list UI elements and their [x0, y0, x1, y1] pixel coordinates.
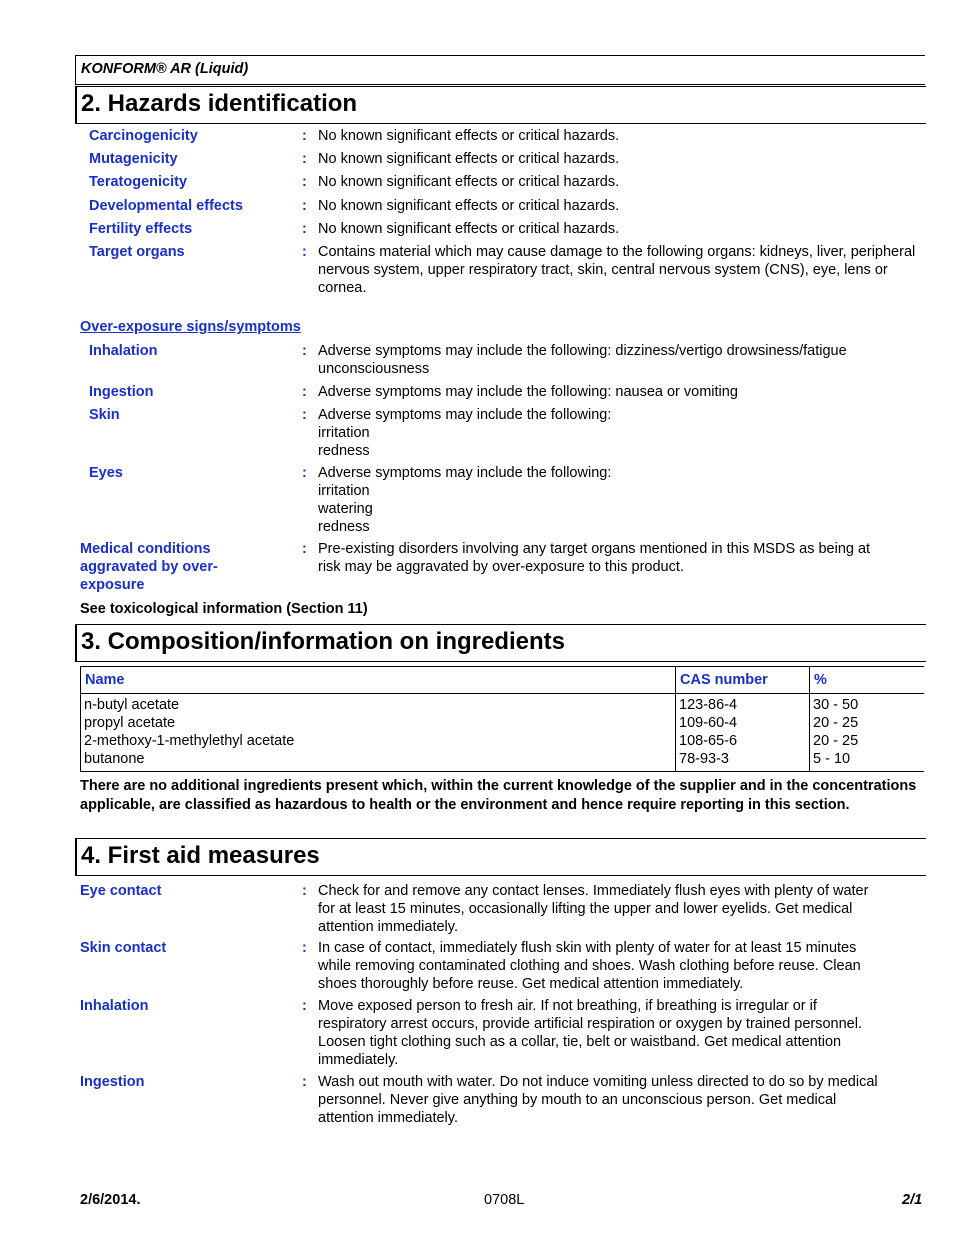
colon: :	[302, 174, 307, 190]
text-line: In case of contact, immediately flush skin with plenty of water for at least 15 minutes	[318, 940, 857, 956]
text-line: Adverse symptoms may include the following:	[318, 465, 612, 481]
section-2-title: 2. Hazards identification	[81, 90, 358, 117]
symptom-label: Skin	[89, 407, 120, 423]
percentage: 30 - 50	[813, 697, 859, 713]
ingredient-name: 2-methoxy-1-methylethyl acetate	[84, 733, 295, 749]
text-line: Adverse symptoms may include the following: dizziness/vertigo drowsiness/fatigue	[318, 343, 847, 359]
see-toxicological-note: See toxicological information (Section 11)	[80, 601, 368, 617]
product-name: KONFORM® AR (Liquid)	[81, 61, 249, 77]
first-aid-value	[318, 997, 928, 1069]
hazard-value: No known significant effects or critical hazards.	[318, 174, 620, 190]
footer-date: 2/6/2014.	[80, 1192, 141, 1208]
overexposure-heading: Over-exposure signs/symptoms	[80, 319, 301, 335]
text-line: Move exposed person to fresh air. If not breathing, if breathing is irregular or if	[318, 998, 817, 1014]
first-aid-label: Ingestion	[80, 1074, 145, 1090]
section-3-header	[75, 624, 926, 662]
col-header-cas: CAS number	[676, 667, 810, 694]
text-line: aggravated by over-	[80, 559, 218, 575]
text-line: attention immediately.	[318, 919, 458, 935]
text-line: respiratory arrest occurs, provide artificial respiration or oxygen by trained personnel.	[318, 1016, 862, 1032]
first-aid-value	[318, 939, 928, 993]
section-3-title: 3. Composition/information on ingredients	[81, 628, 565, 655]
text-line: redness	[318, 443, 370, 459]
section-4-header	[75, 838, 926, 876]
symptom-label: Eyes	[89, 465, 123, 481]
text-line: while removing contaminated clothing and shoes. Wash clothing before reuse. Clean	[318, 958, 861, 974]
text-line: Check for and remove any contact lenses. Immediately flush eyes with plenty of water	[318, 883, 869, 899]
colon: :	[302, 940, 307, 956]
text-line: shoes thoroughly before reuse. Get medical attention immediately.	[318, 976, 744, 992]
colon: :	[302, 541, 307, 557]
ingredients-note: There are no additional ingredients present which, within the current knowledge of the supplier and in the concentrations applicable, are classified as hazardous to health or the environment and hence require reporting in this section.	[80, 778, 917, 813]
text-line: risk may be aggravated by over-exposure to this product.	[318, 559, 684, 575]
text-line: irritation	[318, 483, 370, 499]
symptom-value	[318, 342, 928, 378]
colon: :	[302, 407, 307, 423]
ingredient-name: n-butyl acetate	[84, 697, 180, 713]
hazard-value: No known significant effects or critical hazards.	[318, 151, 620, 167]
cas-number: 123-86-4	[679, 697, 738, 713]
hazard-label: Fertility effects	[89, 221, 193, 237]
hazard-label: Developmental effects	[89, 198, 243, 214]
colon: :	[302, 128, 307, 144]
percentage: 20 - 25	[813, 733, 859, 749]
section-2-header	[75, 86, 926, 124]
text-line: attention immediately.	[318, 1110, 458, 1126]
colon: :	[302, 883, 307, 899]
table-row	[81, 694, 925, 772]
hazard-label: Target organs	[89, 244, 185, 260]
cas-number: 108-65-6	[679, 733, 738, 749]
hazard-label: Mutagenicity	[89, 151, 178, 167]
footer-code: 0708L	[484, 1192, 525, 1208]
symptom-value	[318, 464, 928, 536]
hazard-value: No known significant effects or critical hazards.	[318, 198, 620, 214]
percentage: 5 - 10	[813, 751, 851, 767]
text-line: for at least 15 minutes, occasionally lifting the upper and lower eyelids. Get medical	[318, 901, 853, 917]
hazard-label: Carcinogenicity	[89, 128, 198, 144]
symptom-value	[318, 406, 928, 460]
cas-number: 109-60-4	[679, 715, 738, 731]
ingredient-cas-numbers	[676, 694, 810, 772]
footer-page: 2/1	[902, 1192, 923, 1208]
table-header-row	[81, 667, 925, 694]
text-line: irritation	[318, 425, 370, 441]
first-aid-value	[318, 882, 928, 936]
symptom-label: Ingestion	[89, 384, 154, 400]
hazard-value: Contains material which may cause damage to the following organs: kidneys, liver, peripheral nervous system, upper respiratory tract, skin, central nervous system (CNS), eye, lens or cornea.	[318, 244, 916, 296]
colon: :	[302, 343, 307, 359]
text-line: immediately.	[318, 1052, 399, 1068]
text-line: watering	[318, 501, 373, 517]
first-aid-label: Skin contact	[80, 940, 167, 956]
ingredient-names	[81, 694, 676, 772]
text-line: redness	[318, 519, 370, 535]
col-header-pct: %	[810, 667, 925, 694]
text-line: Pre-existing disorders involving any target organs mentioned in this MSDS as being at	[318, 541, 871, 557]
colon: :	[302, 244, 307, 260]
first-aid-label: Inhalation	[80, 998, 149, 1014]
text-line: personnel. Never give anything by mouth to an unconscious person. Get medical	[318, 1092, 837, 1108]
ingredient-name: butanone	[84, 751, 145, 767]
colon: :	[302, 151, 307, 167]
colon: :	[302, 221, 307, 237]
text-line: Adverse symptoms may include the following:	[318, 407, 612, 423]
col-header-name: Name	[81, 667, 676, 694]
symptom-label: Inhalation	[89, 343, 158, 359]
percentage: 20 - 25	[813, 715, 859, 731]
composition-table	[80, 666, 924, 772]
hazard-label: Teratogenicity	[89, 174, 188, 190]
colon: :	[302, 384, 307, 400]
first-aid-label: Eye contact	[80, 883, 162, 899]
symptom-value: Adverse symptoms may include the following: nausea or vomiting	[318, 384, 738, 400]
medical-conditions-label	[80, 540, 290, 594]
cas-number: 78-93-3	[679, 751, 729, 767]
hazard-value: No known significant effects or critical hazards.	[318, 221, 620, 237]
ingredient-name: propyl acetate	[84, 715, 176, 731]
colon: :	[302, 465, 307, 481]
colon: :	[302, 198, 307, 214]
section-4-title: 4. First aid measures	[81, 842, 320, 869]
text-line: unconsciousness	[318, 361, 430, 377]
text-line: exposure	[80, 577, 145, 593]
text-line: Medical conditions	[80, 541, 211, 557]
ingredient-percentages	[810, 694, 925, 772]
product-header	[75, 55, 925, 85]
colon: :	[302, 998, 307, 1014]
text-line: Loosen tight clothing such as a collar, tie, belt or waistband. Get medical attention	[318, 1034, 842, 1050]
colon: :	[302, 1074, 307, 1090]
hazard-value: No known significant effects or critical hazards.	[318, 128, 620, 144]
first-aid-value	[318, 1073, 928, 1127]
text-line: Wash out mouth with water. Do not induce vomiting unless directed to do so by medical	[318, 1074, 878, 1090]
medical-conditions-value	[318, 540, 928, 576]
